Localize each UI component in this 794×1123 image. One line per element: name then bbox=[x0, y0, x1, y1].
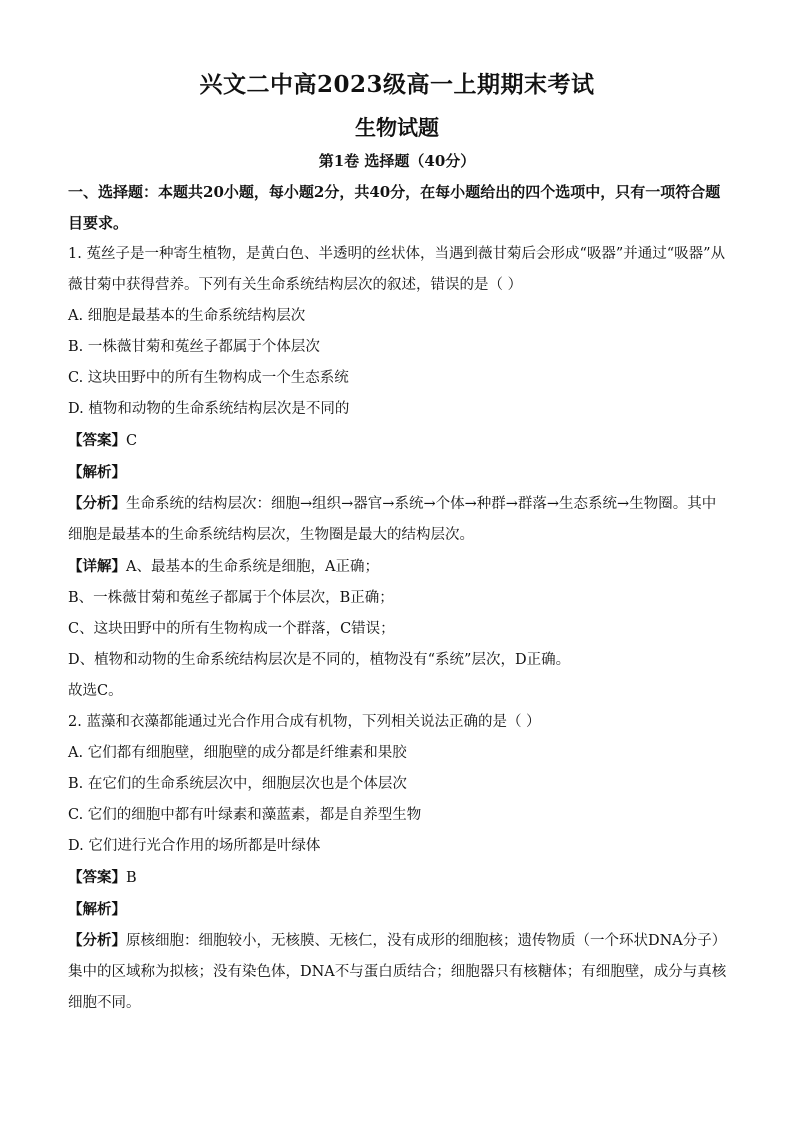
question-1-option-c: C. 这块田野中的所有生物构成一个生态系统 bbox=[68, 370, 349, 386]
question-2-option-b: B. 在它们的生命系统层次中，细胞层次也是个体层次 bbox=[68, 776, 407, 792]
xiangjie-1-c: C、这块田野中的所有生物构成一个群落，C错误； bbox=[68, 621, 395, 637]
fenxi-text: 生命系统的结构层次：细胞→组织→器官→系统→个体→种群→群落→生态系统→生物圈。其中细胞是最基本的生命系统结构层次，生物圈是最大的结构层次。 bbox=[68, 496, 717, 543]
xiangjie-1-a bbox=[68, 551, 728, 583]
question-1-option-a: A. 细胞是最基本的生命系统结构层次 bbox=[68, 308, 306, 324]
xiangjie-text: A、最基本的生命系统是细胞，A正确； bbox=[126, 559, 379, 575]
question-1-option-d: D. 植物和动物的生命系统结构层次是不同的 bbox=[68, 401, 350, 417]
section-instruction: 一、选择题：本题共20小题，每小题2分，共40分，在每小题给出的四个选项中，只有一项符合题目要求。 bbox=[68, 183, 721, 232]
subject-title: 生物试题 bbox=[355, 115, 439, 140]
fenxi-2 bbox=[68, 925, 728, 1019]
answer-value: C bbox=[126, 433, 138, 449]
question-2-option-d: D. 它们进行光合作用的场所都是叶绿体 bbox=[68, 838, 321, 854]
answer-line-1 bbox=[68, 425, 728, 457]
fenxi-tag: 【分析】 bbox=[68, 495, 126, 512]
question-2-option-c: C. 它们的细胞中都有叶绿素和藻蓝素，都是自养型生物 bbox=[68, 807, 422, 823]
analysis-tag-1: 【解析】 bbox=[68, 464, 126, 481]
exam-body bbox=[68, 177, 728, 1019]
answer-value: B bbox=[126, 870, 137, 886]
answer-tag: 【答案】 bbox=[68, 869, 126, 886]
fenxi-tag: 【分析】 bbox=[68, 932, 126, 949]
xiangjie-tag: 【详解】 bbox=[68, 558, 126, 575]
fenxi-text: 原核细胞：细胞较小，无核膜、无核仁，没有成形的细胞核；遗传物质（一个环状DNA分子）集中的区域称为拟核；没有染色体，DNA不与蛋白质结合；细胞器只有核糖体；有细胞壁，成分与真核细胞不同。 bbox=[68, 933, 727, 1011]
section-title: 第1卷 选择题（40分） bbox=[318, 152, 476, 170]
answer-line-2 bbox=[68, 862, 728, 894]
question-1-option-b: B. 一株薇甘菊和菟丝子都属于个体层次 bbox=[68, 339, 320, 355]
answer-tag: 【答案】 bbox=[68, 432, 126, 449]
xiangjie-1-d: D、植物和动物的生命系统结构层次是不同的，植物没有“系统”层次，D正确。 bbox=[68, 652, 571, 668]
conclusion-1: 故选C。 bbox=[68, 683, 123, 699]
xiangjie-1-b: B、一株薇甘菊和菟丝子都属于个体层次，B正确； bbox=[68, 590, 394, 606]
analysis-tag-2: 【解析】 bbox=[68, 901, 126, 918]
question-2-option-a: A. 它们都有细胞壁，细胞壁的成分都是纤维素和果胶 bbox=[68, 745, 407, 761]
fenxi-1 bbox=[68, 488, 728, 551]
question-stem-1: 1. 菟丝子是一种寄生植物，是黄白色、半透明的丝状体，当遇到薇甘菊后会形成“吸器”并通过“吸器”从薇甘菊中获得营养。下列有关生命系统结构层次的叙述，错误的是（ ） bbox=[68, 246, 726, 293]
question-stem-2: 2. 蓝藻和衣藻都能通过光合作用合成有机物，下列相关说法正确的是（ ） bbox=[68, 714, 541, 730]
exam-title: 兴文二中高2023级高一上期期末考试 bbox=[199, 71, 595, 98]
